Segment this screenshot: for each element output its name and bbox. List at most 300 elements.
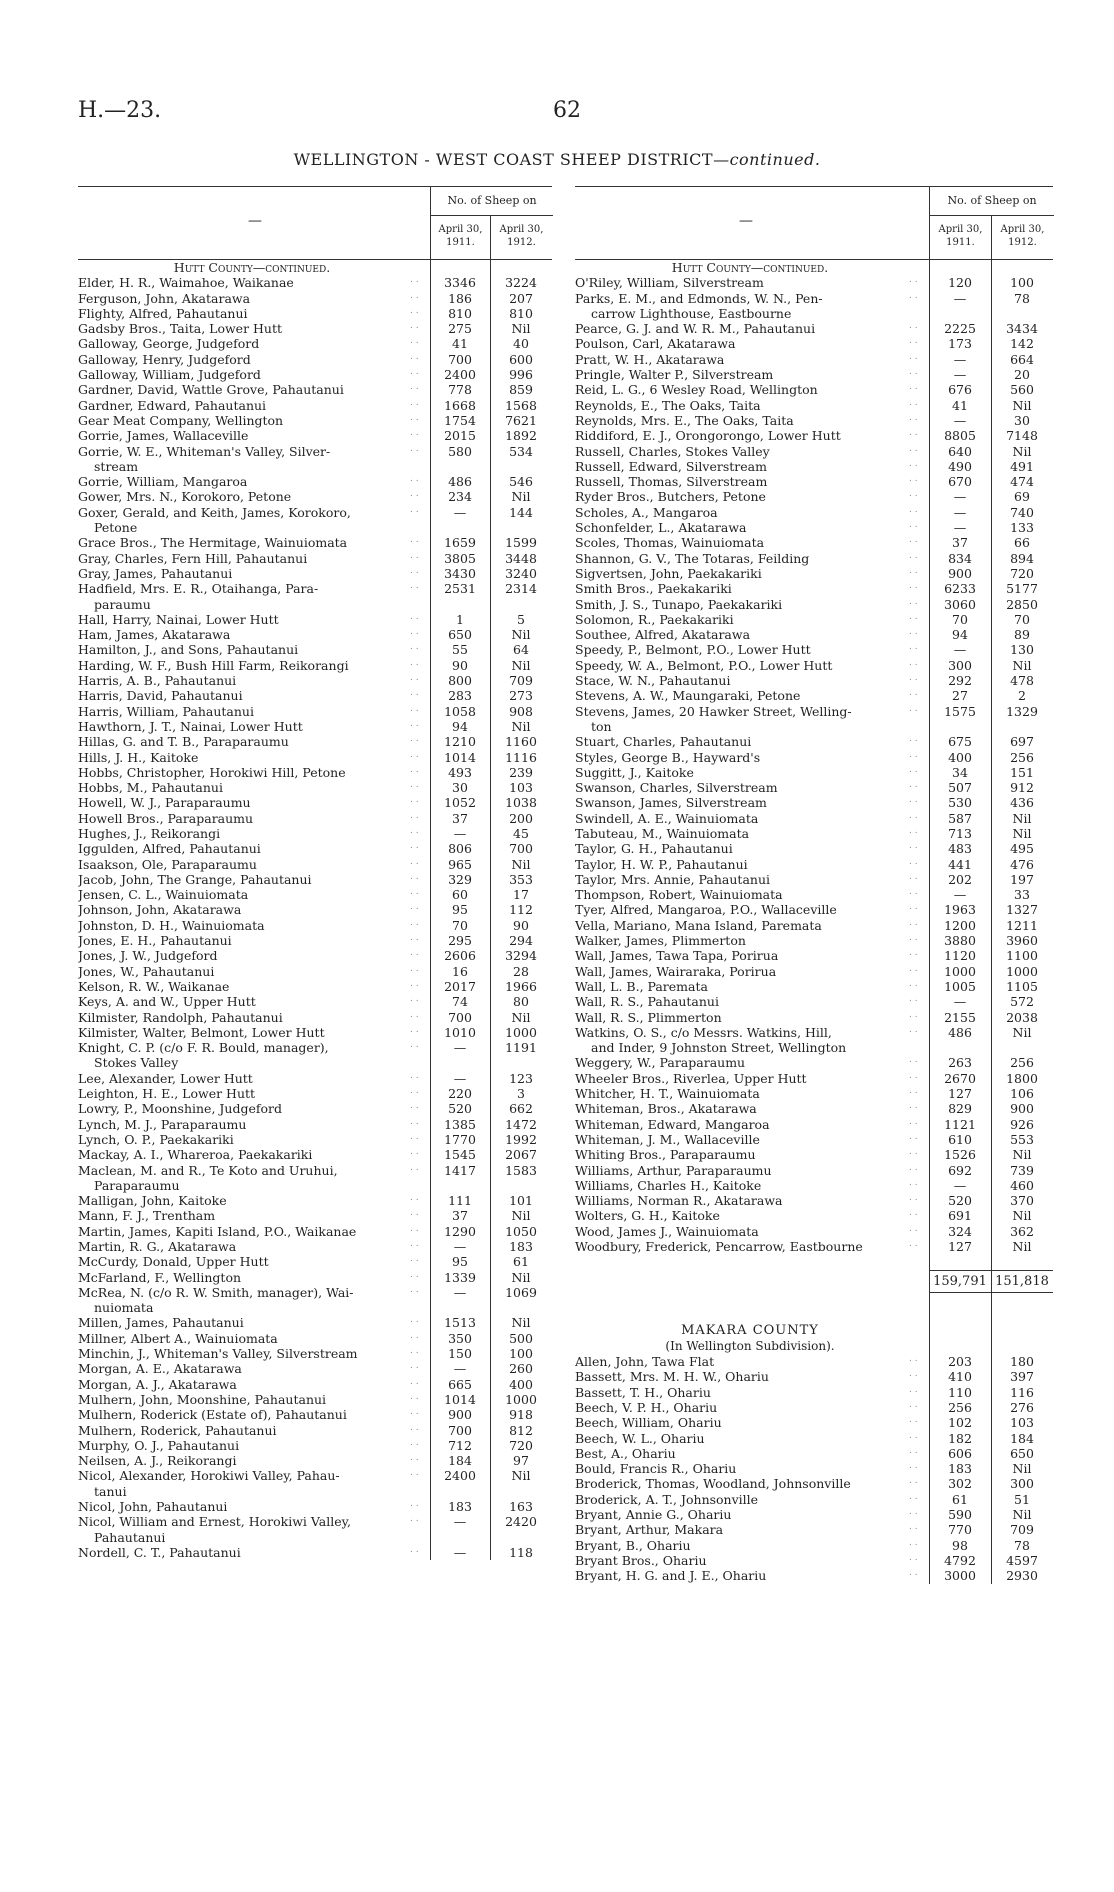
sheep-1912: Nil bbox=[1012, 1507, 1032, 1523]
table-row bbox=[575, 1086, 1053, 1101]
owner-name: Isaakson, Ole, Paraparaumu bbox=[78, 856, 257, 872]
sheep-1912: 709 bbox=[1010, 1522, 1034, 1538]
sheep-1912: 300 bbox=[1010, 1476, 1034, 1492]
sheep-1911: 1963 bbox=[944, 902, 976, 918]
owner-name: Leighton, H. E., Lower Hutt bbox=[78, 1086, 256, 1102]
owner-name: Poulson, Carl, Akatarawa bbox=[575, 336, 736, 352]
sheep-1912: 1038 bbox=[505, 795, 537, 811]
table-row bbox=[78, 1025, 552, 1040]
sheep-1912: 697 bbox=[1010, 734, 1034, 750]
owner-name: Jones, E. H., Pahautanui bbox=[78, 933, 232, 949]
sheep-1912: 40 bbox=[513, 336, 529, 352]
leader-dots: . . bbox=[909, 1491, 918, 1502]
table-row bbox=[575, 658, 1053, 673]
sheep-1912: Nil bbox=[1012, 810, 1032, 826]
owner-name: Kilmister, Randolph, Pahautanui bbox=[78, 1009, 283, 1025]
leader-dots: . . bbox=[410, 382, 419, 393]
owner-name: Gadsby Bros., Taita, Lower Hutt bbox=[78, 321, 283, 337]
sheep-1912: 294 bbox=[509, 933, 533, 949]
owner-name: Beech, V. P. H., Ohariu bbox=[575, 1399, 718, 1415]
table-row bbox=[575, 1538, 1053, 1553]
county-heading: MAKARA COUNTY bbox=[681, 1323, 819, 1339]
owner-name: Reynolds, Mrs. E., The Oaks, Taita bbox=[575, 412, 794, 428]
leader-dots: . . bbox=[410, 489, 419, 500]
leader-dots: . . bbox=[909, 933, 918, 944]
sheep-1912: 100 bbox=[509, 1346, 533, 1362]
sheep-1912: 3294 bbox=[505, 948, 537, 964]
sheep-1912: 1327 bbox=[1006, 902, 1038, 918]
sheep-1912: 101 bbox=[509, 1193, 533, 1209]
table-row bbox=[78, 1361, 552, 1376]
table-row bbox=[78, 1254, 552, 1269]
sheep-1912: 90 bbox=[513, 917, 529, 933]
table-row bbox=[78, 367, 552, 382]
sheep-1911: 1014 bbox=[444, 749, 476, 765]
sheep-1912: 1992 bbox=[505, 1131, 537, 1147]
owner-name: Bassett, T. H., Ohariu bbox=[575, 1384, 711, 1400]
col-1912-header: April 30, 1912. bbox=[490, 215, 552, 259]
sheep-1912: 5177 bbox=[1006, 581, 1038, 597]
sheep-1911: 806 bbox=[448, 841, 472, 857]
page-title-main: WELLINGTON - WEST COAST SHEEP DISTRICT— bbox=[293, 150, 730, 169]
sheep-1912: Nil bbox=[511, 321, 531, 337]
sheep-1911: 1575 bbox=[944, 703, 976, 719]
owner-name: Wall, R. S., Plimmerton bbox=[575, 1009, 722, 1025]
table-row bbox=[78, 933, 552, 948]
sheep-1912: 5 bbox=[517, 611, 525, 627]
sheep-1911: 16 bbox=[452, 963, 468, 979]
owner-name: Minchin, J., Whiteman's Valley, Silverstream bbox=[78, 1346, 358, 1362]
sheep-1911: 256 bbox=[948, 1399, 972, 1415]
table-row bbox=[575, 367, 1053, 382]
owner-name: Wall, James, Wairaraka, Porirua bbox=[575, 963, 777, 979]
owner-name: Harding, W. F., Bush Hill Farm, Reikorangi bbox=[78, 657, 349, 673]
table-row bbox=[575, 275, 1053, 290]
sheep-1911: 1659 bbox=[444, 535, 476, 551]
table-row bbox=[575, 551, 1053, 566]
table-row bbox=[78, 1545, 552, 1560]
table-row bbox=[575, 1431, 1053, 1446]
sheep-1912: 78 bbox=[1014, 1537, 1030, 1553]
table-row bbox=[78, 336, 552, 351]
entry-continuation bbox=[78, 520, 552, 535]
leader-dots: . . bbox=[410, 1422, 419, 1433]
name-column-header: — bbox=[248, 213, 262, 229]
sheep-1911: 520 bbox=[448, 1101, 472, 1117]
table-row bbox=[575, 826, 1053, 841]
leader-dots: . . bbox=[410, 412, 419, 423]
sheep-1912: 900 bbox=[1010, 1101, 1034, 1117]
owner-name: Gardner, David, Wattle Grove, Pahautanui bbox=[78, 382, 344, 398]
leader-dots: . . bbox=[909, 382, 918, 393]
leader-dots: . . bbox=[410, 1514, 419, 1525]
sheep-1912: 546 bbox=[509, 474, 533, 490]
table-row bbox=[78, 1392, 552, 1407]
owner-name: Allen, John, Tawa Flat bbox=[575, 1354, 715, 1370]
sheep-1911: 670 bbox=[948, 474, 972, 490]
table-row bbox=[78, 1163, 552, 1178]
owner-name: Southee, Alfred, Akatarawa bbox=[575, 627, 751, 643]
owner-name: Keys, A. and W., Upper Hutt bbox=[78, 994, 256, 1010]
owner-name: Malligan, John, Kaitoke bbox=[78, 1193, 227, 1209]
leader-dots: . . bbox=[909, 963, 918, 974]
sheep-1911: 900 bbox=[448, 1407, 472, 1423]
leader-dots: . . bbox=[410, 1453, 419, 1464]
sheep-1912: 720 bbox=[509, 1437, 533, 1453]
total-1911: 159,791 bbox=[933, 1273, 987, 1289]
leader-dots: . . bbox=[410, 1009, 419, 1020]
leader-dots: . . bbox=[909, 795, 918, 806]
sheep-1911: 965 bbox=[448, 856, 472, 872]
total-1912: 151,818 bbox=[995, 1273, 1049, 1289]
owner-name: Kelson, R. W., Waikanae bbox=[78, 978, 230, 994]
sheep-1912: 239 bbox=[509, 764, 533, 780]
sheep-1912: 207 bbox=[509, 290, 533, 306]
sheep-1912: 1472 bbox=[505, 1116, 537, 1132]
leader-dots: . . bbox=[909, 1193, 918, 1204]
sheep-1912: Nil bbox=[511, 1269, 531, 1285]
sheep-1911: 441 bbox=[948, 856, 972, 872]
table-row bbox=[78, 566, 552, 581]
leader-dots: . . bbox=[410, 1101, 419, 1112]
owner-name: Neilsen, A. J., Reikorangi bbox=[78, 1453, 237, 1469]
table-row bbox=[78, 275, 552, 290]
entry-continuation bbox=[575, 306, 1053, 321]
sheep-1912: 1105 bbox=[1006, 978, 1038, 994]
owner-name: Jensen, C. L., Wainuiomata bbox=[78, 887, 249, 903]
sheep-1912: 256 bbox=[1010, 1055, 1034, 1071]
sheep-1911: 329 bbox=[448, 871, 472, 887]
owner-name: Gardner, Edward, Pahautanui bbox=[78, 397, 267, 413]
sheep-1911: 520 bbox=[948, 1193, 972, 1209]
owner-name: McRea, N. (c/o R. W. Smith, manager), Wai- bbox=[78, 1284, 354, 1300]
table-row bbox=[78, 688, 552, 703]
sheep-1912: 353 bbox=[509, 871, 533, 887]
sheep-1912: 553 bbox=[1010, 1131, 1034, 1147]
owner-name: Galloway, Henry, Judgeford bbox=[78, 351, 251, 367]
sheep-1911: 324 bbox=[948, 1223, 972, 1239]
sheep-1911: — bbox=[953, 351, 967, 367]
table-row bbox=[78, 719, 552, 734]
sheep-1911: 1014 bbox=[444, 1391, 476, 1407]
entry-continuation bbox=[78, 1055, 552, 1070]
sheep-1912: 1050 bbox=[505, 1223, 537, 1239]
leader-dots: . . bbox=[909, 1384, 918, 1395]
table-row bbox=[78, 1117, 552, 1132]
sheep-1911: 184 bbox=[448, 1453, 472, 1469]
sheep-1911: 778 bbox=[448, 382, 472, 398]
owner-name: Maclean, M. and R., Te Koto and Uruhui, bbox=[78, 1162, 338, 1178]
leader-dots: . . bbox=[410, 703, 419, 714]
sheep-1912: 478 bbox=[1010, 673, 1034, 689]
sheep-1911: 665 bbox=[448, 1376, 472, 1392]
leader-dots: . . bbox=[909, 764, 918, 775]
table-row bbox=[575, 566, 1053, 581]
sheep-1911: 127 bbox=[948, 1086, 972, 1102]
leader-dots: . . bbox=[909, 841, 918, 852]
owner-name: Taylor, H. W. P., Pahautanui bbox=[575, 856, 748, 872]
owner-name: Morgan, A. J., Akatarawa bbox=[78, 1376, 237, 1392]
sheep-1911: 590 bbox=[948, 1507, 972, 1523]
table-row bbox=[575, 964, 1053, 979]
sheep-1911: — bbox=[953, 367, 967, 383]
sheep-1912: 600 bbox=[509, 351, 533, 367]
total-row bbox=[575, 1270, 1053, 1293]
table-row bbox=[575, 1553, 1053, 1568]
owner-name: Speedy, P., Belmont, P.O., Lower Hutt bbox=[575, 642, 811, 658]
table-row bbox=[575, 1224, 1053, 1239]
sheep-1912: 66 bbox=[1014, 535, 1030, 551]
sheep-1912: 133 bbox=[1010, 520, 1034, 536]
sheep-1912: 70 bbox=[1014, 611, 1030, 627]
table-row bbox=[575, 1101, 1053, 1116]
sheep-1912: 1000 bbox=[1006, 963, 1038, 979]
table-row bbox=[78, 291, 552, 306]
sheep-1912: 1116 bbox=[505, 749, 537, 765]
leader-dots: . . bbox=[909, 489, 918, 500]
sheep-1911: 2670 bbox=[944, 1070, 976, 1086]
sheep-1912: 3434 bbox=[1006, 321, 1038, 337]
sheep-1912: Nil bbox=[1012, 825, 1032, 841]
owner-name: Nicol, John, Pahautanui bbox=[78, 1499, 228, 1515]
leader-dots: . . bbox=[909, 1369, 918, 1380]
table-row bbox=[575, 750, 1053, 765]
leader-dots: . . bbox=[410, 1315, 419, 1326]
sheep-1912: 859 bbox=[509, 382, 533, 398]
sheep-1911: 302 bbox=[948, 1476, 972, 1492]
table-row bbox=[78, 474, 552, 489]
table-row bbox=[78, 964, 552, 979]
leader-dots: . . bbox=[909, 1086, 918, 1097]
sheep-1911: 1120 bbox=[944, 948, 976, 964]
owner-name: Harris, A. B., Pahautanui bbox=[78, 673, 237, 689]
sheep-1911: — bbox=[453, 825, 467, 841]
leader-dots: . . bbox=[410, 581, 419, 592]
owner-name: Mulhern, Roderick, Pahautanui bbox=[78, 1422, 277, 1438]
owner-name: Ham, James, Akatarawa bbox=[78, 627, 231, 643]
sheep-1912: 996 bbox=[509, 367, 533, 383]
rule-before-1912 bbox=[991, 260, 992, 1584]
owner-name: Jones, W., Pahautanui bbox=[78, 963, 215, 979]
sheep-1912: 495 bbox=[1010, 841, 1034, 857]
leader-dots: . . bbox=[410, 1437, 419, 1448]
leader-dots: . . bbox=[410, 1499, 419, 1510]
sheep-1912: 20 bbox=[1014, 367, 1030, 383]
sheep-1911: 111 bbox=[448, 1193, 472, 1209]
owner-name: Swanson, Charles, Silverstream bbox=[575, 780, 778, 796]
sheep-1911: — bbox=[953, 489, 967, 505]
owner-name: Whiteman, J. M., Wallaceville bbox=[575, 1131, 760, 1147]
owner-name: Goxer, Gerald, and Keith, James, Korokoro, bbox=[78, 504, 351, 520]
sheep-1911: — bbox=[953, 290, 967, 306]
owner-name: Gorrie, James, Wallaceville bbox=[78, 428, 249, 444]
table-row bbox=[78, 780, 552, 795]
table-row bbox=[78, 1453, 552, 1468]
leader-dots: . . bbox=[909, 1415, 918, 1426]
table-row bbox=[78, 1224, 552, 1239]
owner-name: Bryant, Arthur, Makara bbox=[575, 1522, 724, 1538]
table-row bbox=[575, 321, 1053, 336]
table-row bbox=[575, 872, 1053, 887]
owner-name: Flighty, Alfred, Pahautanui bbox=[78, 305, 248, 321]
owner-name: Hawthorn, J. T., Nainai, Lower Hutt bbox=[78, 718, 303, 734]
sheep-1912: 1800 bbox=[1006, 1070, 1038, 1086]
leader-dots: . . bbox=[909, 657, 918, 668]
table-row bbox=[575, 642, 1053, 657]
sheep-1912: 400 bbox=[509, 1376, 533, 1392]
sheep-1911: 275 bbox=[448, 321, 472, 337]
leader-dots: . . bbox=[909, 1507, 918, 1518]
sheep-1911: 713 bbox=[948, 825, 972, 841]
leader-dots: . . bbox=[909, 1354, 918, 1365]
sheep-1911: 1052 bbox=[444, 795, 476, 811]
sheep-1911: 70 bbox=[452, 917, 468, 933]
leader-dots: . . bbox=[909, 520, 918, 531]
owner-name: Gear Meat Company, Wellington bbox=[78, 412, 284, 428]
col-1911-header: April 30, 1911. bbox=[929, 215, 991, 259]
entry-continuation bbox=[78, 1484, 552, 1499]
owner-name: Walker, James, Plimmerton bbox=[575, 933, 746, 949]
table-row bbox=[575, 948, 1053, 963]
owner-name: Johnston, D. H., Wainuiomata bbox=[78, 917, 265, 933]
sheep-1911: 4792 bbox=[944, 1552, 976, 1568]
owner-name: Mackay, A. I., Whareroa, Paekakariki bbox=[78, 1147, 313, 1163]
owner-name: Howell, W. J., Paraparaumu bbox=[78, 795, 251, 811]
table-row bbox=[78, 352, 552, 367]
table-row bbox=[575, 1369, 1053, 1384]
sheep-1911: 61 bbox=[952, 1491, 968, 1507]
owner-name: Smith Bros., Paekakariki bbox=[575, 581, 732, 597]
table-row bbox=[575, 413, 1053, 428]
spacer bbox=[575, 1254, 1053, 1269]
owner-name: Beech, W. L., Ohariu bbox=[575, 1430, 705, 1446]
owner-name: Tyer, Alfred, Mangaroa, P.O., Wallaceville bbox=[575, 902, 837, 918]
sheep-1911: 30 bbox=[452, 780, 468, 796]
sheep-1911: 650 bbox=[448, 627, 472, 643]
sheep-1911: — bbox=[953, 887, 967, 903]
table-row bbox=[78, 979, 552, 994]
owner-name: Hobbs, Christopher, Horokiwi Hill, Petone bbox=[78, 764, 346, 780]
owner-name: Whiteman, Edward, Mangaroa bbox=[575, 1116, 770, 1132]
sheep-1911: — bbox=[453, 1070, 467, 1086]
sheep-1911: 507 bbox=[948, 780, 972, 796]
leader-dots: . . bbox=[909, 948, 918, 959]
section-heading: Hutt County—continued. bbox=[671, 260, 829, 275]
entry-continuation bbox=[78, 459, 552, 474]
sheep-1911: 1545 bbox=[444, 1147, 476, 1163]
leader-dots: . . bbox=[410, 504, 419, 515]
sheep-count-group-header: No. of Sheep on bbox=[430, 187, 553, 216]
sheep-1911: 203 bbox=[948, 1354, 972, 1370]
table-row bbox=[575, 1163, 1053, 1178]
sheep-1911: 41 bbox=[452, 336, 468, 352]
leader-dots: . . bbox=[410, 871, 419, 882]
sheep-1912: Nil bbox=[1012, 1024, 1032, 1040]
table-row bbox=[575, 612, 1053, 627]
sheep-1911: 41 bbox=[952, 397, 968, 413]
table-row bbox=[575, 1193, 1053, 1208]
leader-dots: . . bbox=[909, 581, 918, 592]
leader-dots: . . bbox=[909, 397, 918, 408]
sheep-1912: Nil bbox=[1012, 397, 1032, 413]
sheep-1911: — bbox=[453, 504, 467, 520]
owner-name: Williams, Charles H., Kaitoke bbox=[575, 1177, 762, 1193]
owner-name: Jacob, John, The Grange, Pahautanui bbox=[78, 871, 312, 887]
leader-dots: . . bbox=[909, 642, 918, 653]
sheep-1912: Nil bbox=[511, 1468, 531, 1484]
owner-name: Stevens, A. W., Maungaraki, Petone bbox=[575, 688, 801, 704]
spacer bbox=[575, 1308, 1053, 1323]
sheep-1911: — bbox=[953, 504, 967, 520]
leader-dots: . . bbox=[909, 810, 918, 821]
leader-dots: . . bbox=[909, 688, 918, 699]
leader-dots: . . bbox=[909, 887, 918, 898]
leader-dots: . . bbox=[909, 504, 918, 515]
owner-name: Stuart, Charles, Pahautanui bbox=[575, 734, 752, 750]
table-row bbox=[575, 902, 1053, 917]
sheep-1912: 700 bbox=[509, 841, 533, 857]
sheep-1911: 37 bbox=[452, 1208, 468, 1224]
sheep-1912: 397 bbox=[1010, 1369, 1034, 1385]
leader-dots: . . bbox=[410, 1468, 419, 1479]
sheep-1911: 300 bbox=[948, 657, 972, 673]
owner-name: Bryant, B., Ohariu bbox=[575, 1537, 691, 1553]
sheep-1912: 17 bbox=[513, 887, 529, 903]
table-row bbox=[78, 428, 552, 443]
sheep-1911: 1339 bbox=[444, 1269, 476, 1285]
owner-name: Russell, Edward, Silverstream bbox=[575, 458, 767, 474]
sheep-1911: 183 bbox=[448, 1499, 472, 1515]
leader-dots: . . bbox=[410, 474, 419, 485]
sheep-1911: 800 bbox=[448, 673, 472, 689]
table-row bbox=[78, 535, 552, 550]
owner-name: Swanson, James, Silverstream bbox=[575, 795, 767, 811]
leader-dots: . . bbox=[410, 351, 419, 362]
leader-dots: . . bbox=[410, 627, 419, 638]
sheep-1912: Nil bbox=[511, 657, 531, 673]
table-row bbox=[575, 811, 1053, 826]
table-row bbox=[575, 1476, 1053, 1491]
owner-name: Vella, Mariano, Mana Island, Paremata bbox=[575, 917, 822, 933]
owner-name: Suggitt, J., Kaitoke bbox=[575, 764, 694, 780]
sheep-1912: Nil bbox=[1012, 657, 1032, 673]
sheep-1911: 283 bbox=[448, 688, 472, 704]
right-column-header bbox=[575, 186, 1053, 260]
left-rows bbox=[78, 260, 552, 1560]
sheep-1912: 362 bbox=[1010, 1223, 1034, 1239]
table-row bbox=[78, 1193, 552, 1208]
sheep-1911: 2155 bbox=[944, 1009, 976, 1025]
leader-dots: . . bbox=[909, 856, 918, 867]
owner-name: Woodbury, Frederick, Pencarrow, Eastbourne bbox=[575, 1239, 863, 1254]
sheep-1911: 486 bbox=[448, 474, 472, 490]
sheep-1911: 3805 bbox=[444, 550, 476, 566]
table-row bbox=[78, 1468, 552, 1483]
sheep-1911: 90 bbox=[452, 657, 468, 673]
leader-dots: . . bbox=[410, 1391, 419, 1402]
sheep-1911: 483 bbox=[948, 841, 972, 857]
leader-dots: . . bbox=[410, 1407, 419, 1418]
leader-dots: . . bbox=[410, 933, 419, 944]
sheep-1912: 476 bbox=[1010, 856, 1034, 872]
sheep-1911: 410 bbox=[948, 1369, 972, 1385]
sheep-1911: 610 bbox=[948, 1131, 972, 1147]
sheep-1911: 1668 bbox=[444, 397, 476, 413]
sheep-1911: 1000 bbox=[944, 963, 976, 979]
owner-name: Gower, Mrs. N., Korokoro, Petone bbox=[78, 489, 292, 505]
right-column bbox=[575, 186, 1053, 1584]
sheep-1912: 3224 bbox=[505, 275, 537, 291]
